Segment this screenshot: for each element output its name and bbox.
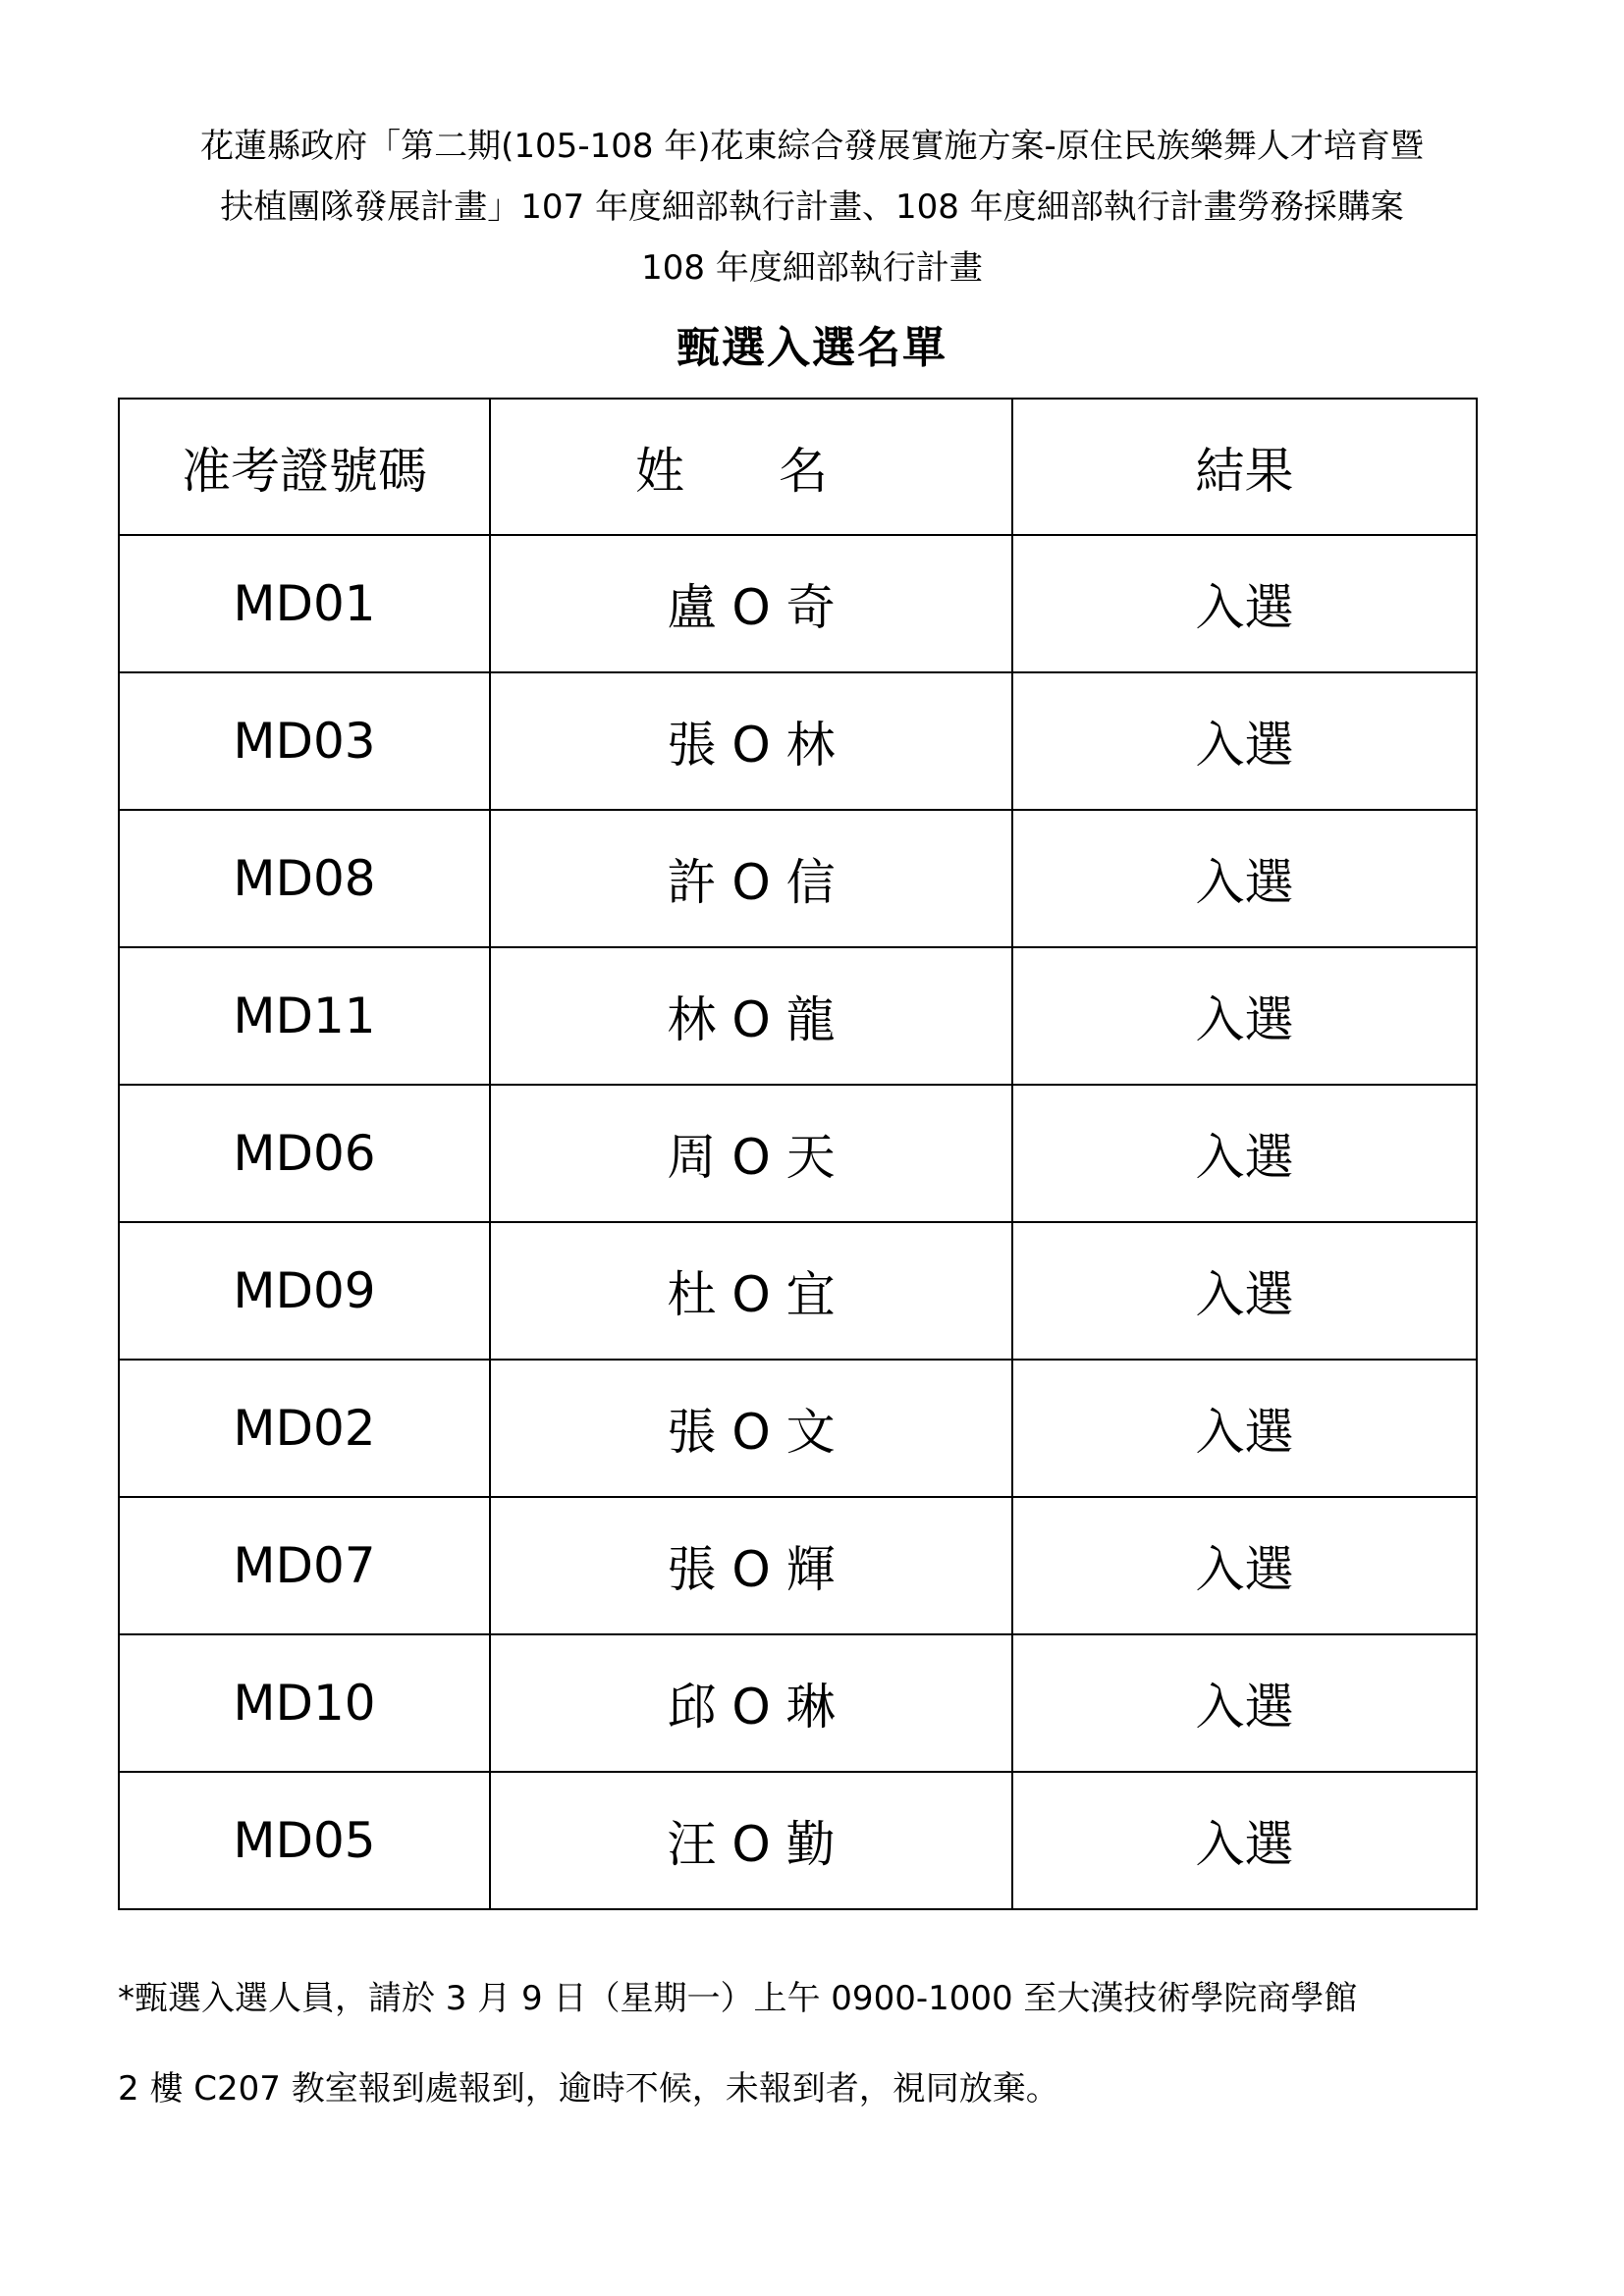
table-row [119,1222,1477,1360]
result-cell: 入選 [1012,672,1477,810]
result-cell: 入選 [1012,1772,1477,1909]
header-line-3: 108 年度細部執行計畫 [641,248,983,288]
table-row [119,1634,1477,1772]
exam-id-cell: MD02 [119,1360,490,1497]
result-cell: 入選 [1012,810,1477,947]
name-cell: 林 O 龍 [490,947,1012,1085]
result-cell: 入選 [1012,535,1477,672]
result-cell: 入選 [1012,1360,1477,1497]
exam-id-cell: MD03 [119,672,490,810]
name-cell: 張 O 輝 [490,1497,1012,1634]
header-line-2: 扶植團隊發展計畫」107 年度細部執行計畫、108 年度細部執行計畫勞務採購案 [220,187,1404,227]
name-cell: 許 O 信 [490,810,1012,947]
result-cell: 入選 [1012,947,1477,1085]
name-cell: 張 O 文 [490,1360,1012,1497]
exam-id-cell: MD11 [119,947,490,1085]
table-row [119,1360,1477,1497]
exam-id-cell: MD06 [119,1085,490,1222]
footnote-line-2: 2 樓 C207 教室報到處報到，逾時不候，未報到者，視同放棄。 [118,2069,1059,2109]
footnote-line-1: *甄選入選人員，請於 3 月 9 日（星期一）上午 0900-1000 至大漢技術學院商學館 [118,1979,1358,2018]
document-title: 甄選入選名單 [677,323,947,373]
table-row [119,1497,1477,1634]
name-cell: 杜 O 宜 [490,1222,1012,1360]
table-row [119,810,1477,947]
footnote [118,1953,1532,2134]
column-header-name: 姓 名 [490,399,1012,535]
table-row [119,535,1477,672]
table-row [119,672,1477,810]
name-cell: 汪 O 勤 [490,1772,1012,1909]
name-cell: 邱 O 琳 [490,1634,1012,1772]
column-header-exam-id: 准考證號碼 [119,399,490,535]
result-cell: 入選 [1012,1085,1477,1222]
column-header-result: 結果 [1012,399,1477,535]
table-row [119,947,1477,1085]
document-header [0,116,1624,298]
exam-id-cell: MD07 [119,1497,490,1634]
result-cell: 入選 [1012,1222,1477,1360]
exam-id-cell: MD05 [119,1772,490,1909]
exam-id-cell: MD10 [119,1634,490,1772]
result-cell: 入選 [1012,1634,1477,1772]
table-row [119,1085,1477,1222]
result-cell: 入選 [1012,1497,1477,1634]
results-table [118,398,1478,1910]
exam-id-cell: MD09 [119,1222,490,1360]
name-cell: 張 O 林 [490,672,1012,810]
exam-id-cell: MD08 [119,810,490,947]
header-line-1: 花蓮縣政府「第二期(105-108 年)花東綜合發展實施方案-原住民族樂舞人才培育暨 [200,127,1424,166]
table-row [119,1772,1477,1909]
name-cell: 盧 O 奇 [490,535,1012,672]
name-cell: 周 O 天 [490,1085,1012,1222]
table-header-row [119,399,1477,535]
exam-id-cell: MD01 [119,535,490,672]
